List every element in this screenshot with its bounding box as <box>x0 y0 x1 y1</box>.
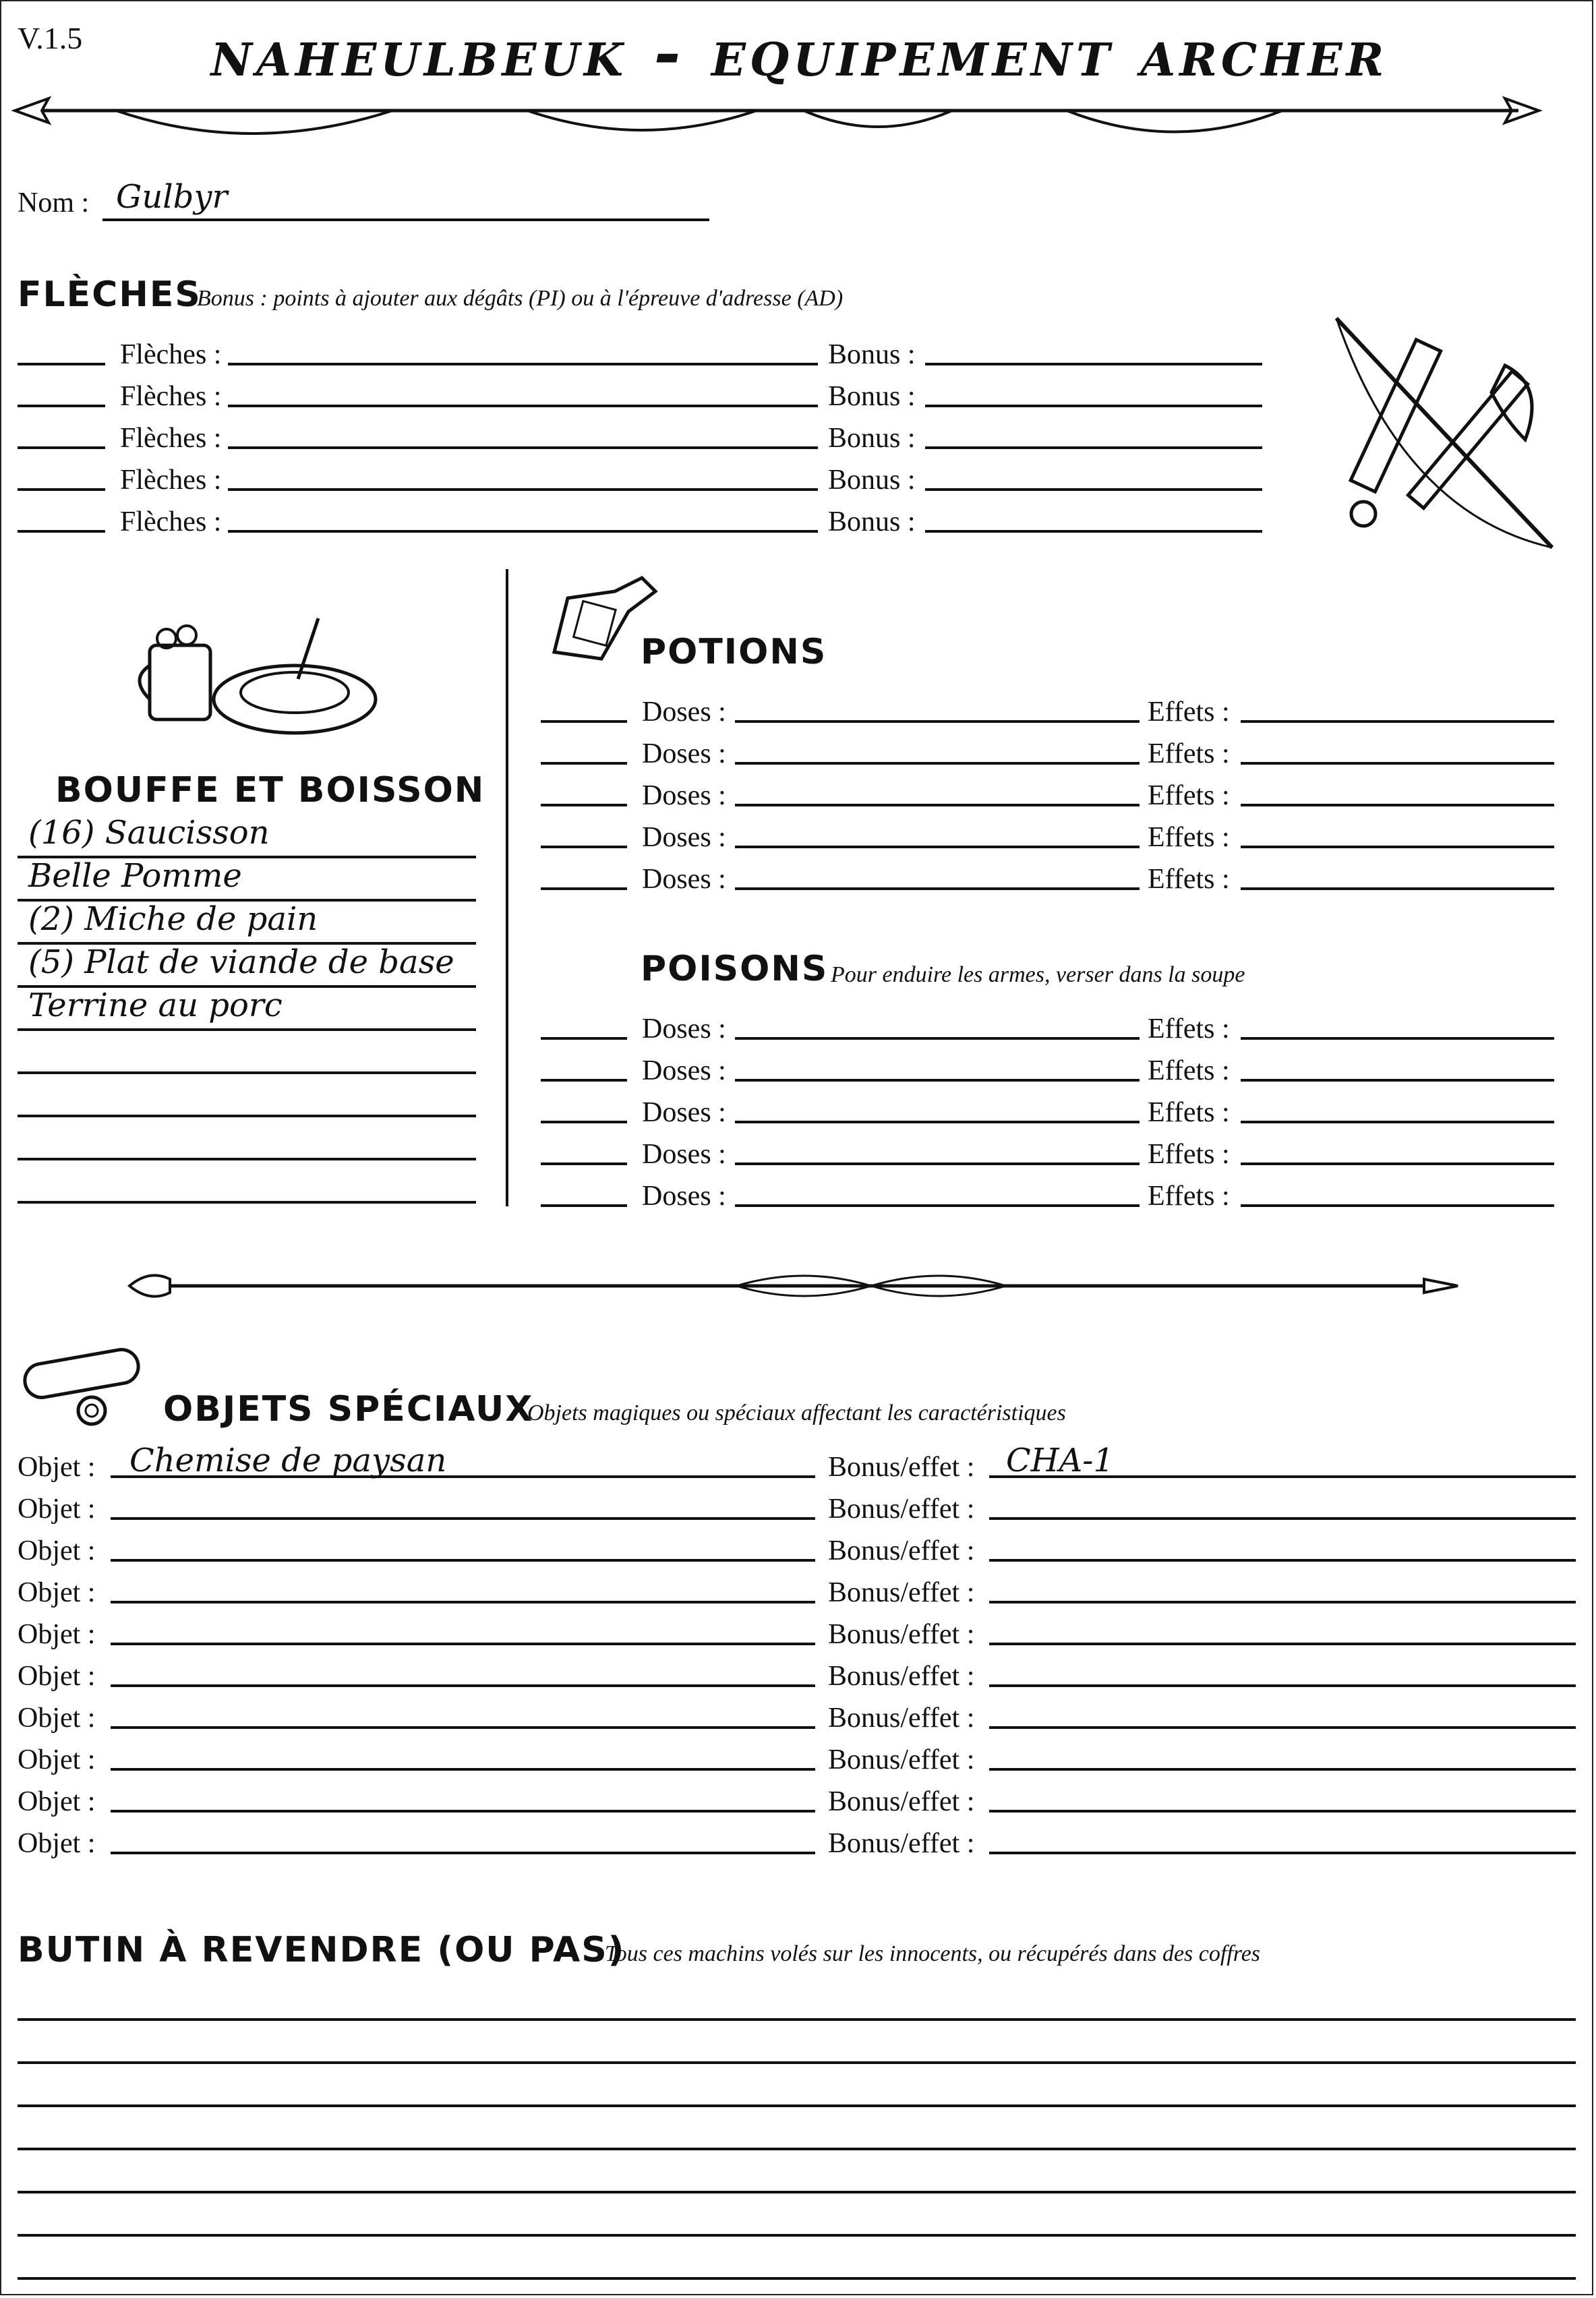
potions-effets-label: Effets : <box>1148 822 1230 853</box>
objet-bonus-line[interactable] <box>989 1643 1576 1645</box>
objet-bonus-value[interactable]: CHA-1 <box>1006 1442 1115 1479</box>
objet-bonus-label: Bonus/effet : <box>828 1494 975 1525</box>
fleches-bonus-line[interactable] <box>925 446 1262 449</box>
objet-bonus-line[interactable] <box>989 1475 1576 1478</box>
poisons-effets-line[interactable] <box>1241 1079 1554 1082</box>
poisons-doses-label: Doses : <box>642 1097 726 1128</box>
potions-doses-label: Doses : <box>642 822 726 853</box>
bouffe-item[interactable]: Terrine au porc <box>28 986 283 1024</box>
fleches-bonus-label: Bonus : <box>828 506 916 537</box>
objet-bonus-line[interactable] <box>989 1726 1576 1729</box>
objet-bonus-label: Bonus/effet : <box>828 1452 975 1483</box>
poisons-qty-line[interactable] <box>541 1162 627 1165</box>
objet-label: Objet : <box>18 1619 96 1650</box>
staff-divider-icon <box>129 1262 1465 1309</box>
objet-bonus-line[interactable] <box>989 1768 1576 1771</box>
poisons-doses-label: Doses : <box>642 1181 726 1212</box>
bouffe-line <box>18 1158 476 1160</box>
potions-effets-label: Effets : <box>1148 864 1230 895</box>
poisons-doses-line[interactable] <box>735 1121 1140 1123</box>
butin-subtitle: Tous ces machins volés sur les innocents, ou récupérés dans des coffres <box>605 1941 1261 1966</box>
objet-bonus-label: Bonus/effet : <box>828 1744 975 1775</box>
poisons-subtitle: Pour enduire les armes, verser dans la soupe <box>831 962 1245 987</box>
bow-sword-axe-icon <box>1323 312 1566 554</box>
poisons-doses-line[interactable] <box>735 1079 1140 1082</box>
fleches-line[interactable] <box>228 363 818 365</box>
objet-bonus-label: Bonus/effet : <box>828 1619 975 1650</box>
poisons-qty-line[interactable] <box>541 1037 627 1040</box>
fleches-label: Flèches : <box>120 465 222 496</box>
butin-line[interactable] <box>18 2191 1576 2193</box>
poisons-doses-line[interactable] <box>735 1162 1140 1165</box>
poisons-effets-label: Effets : <box>1148 1181 1230 1212</box>
butin-line[interactable] <box>18 2234 1576 2237</box>
version-label: V.1.5 <box>18 21 83 55</box>
scroll-ring-icon <box>18 1343 166 1431</box>
objet-bonus-line[interactable] <box>989 1852 1576 1854</box>
fleches-qty-line[interactable] <box>18 446 105 449</box>
objet-bonus-label: Bonus/effet : <box>828 1786 975 1817</box>
objet-bonus-line[interactable] <box>989 1517 1576 1520</box>
potions-doses-line[interactable] <box>735 720 1140 723</box>
bouffe-line <box>18 1115 476 1117</box>
poisons-doses-line[interactable] <box>735 1037 1140 1040</box>
poisons-effets-label: Effets : <box>1148 1055 1230 1086</box>
objet-line[interactable] <box>111 1768 815 1771</box>
objet-bonus-label: Bonus/effet : <box>828 1577 975 1608</box>
objet-line[interactable] <box>111 1601 815 1603</box>
fleches-line[interactable] <box>228 488 818 491</box>
fleches-heading: FLÈCHES <box>18 274 202 315</box>
objet-bonus-label: Bonus/effet : <box>828 1828 975 1859</box>
bouffe-line <box>18 1071 476 1074</box>
potions-qty-line[interactable] <box>541 804 627 806</box>
objet-line[interactable] <box>111 1643 815 1645</box>
fleches-qty-line[interactable] <box>18 363 105 365</box>
butin-line[interactable] <box>18 2104 1576 2107</box>
poisons-effets-line[interactable] <box>1241 1204 1554 1207</box>
potions-doses-label: Doses : <box>642 780 726 811</box>
fleches-bonus-label: Bonus : <box>828 339 916 370</box>
fleches-bonus-label: Bonus : <box>828 381 916 412</box>
potions-doses-label: Doses : <box>642 738 726 769</box>
fleches-line[interactable] <box>228 530 818 533</box>
objet-bonus-line[interactable] <box>989 1601 1576 1603</box>
potions-qty-line[interactable] <box>541 762 627 765</box>
bouffe-item[interactable]: (2) Miche de pain <box>28 900 318 938</box>
fleches-label: Flèches : <box>120 506 222 537</box>
poisons-effets-line[interactable] <box>1241 1121 1554 1123</box>
objet-bonus-line[interactable] <box>989 1810 1576 1813</box>
objet-label: Objet : <box>18 1828 96 1859</box>
nom-underline <box>102 218 709 221</box>
poisons-doses-label: Doses : <box>642 1055 726 1086</box>
objet-line[interactable] <box>111 1810 815 1813</box>
objet-label: Objet : <box>18 1494 96 1525</box>
fleches-bonus-line[interactable] <box>925 405 1262 407</box>
fleches-subtitle: Bonus : points à ajouter aux dégâts (PI) ou à l'épreuve d'adresse (AD) <box>197 286 844 311</box>
poisons-effets-label: Effets : <box>1148 1139 1230 1170</box>
potions-doses-line[interactable] <box>735 846 1140 848</box>
fleches-line[interactable] <box>228 446 818 449</box>
fleches-bonus-line[interactable] <box>925 530 1262 533</box>
objet-line[interactable] <box>111 1559 815 1562</box>
potions-effets-label: Effets : <box>1148 780 1230 811</box>
fleches-qty-line[interactable] <box>18 488 105 491</box>
bouffe-item[interactable]: (16) Saucisson <box>28 814 270 852</box>
objet-line[interactable] <box>111 1475 815 1478</box>
arrow-divider-icon <box>15 89 1539 150</box>
objet-bonus-label: Bonus/effet : <box>828 1703 975 1734</box>
objet-value[interactable]: Chemise de paysan <box>129 1442 447 1479</box>
bouffe-line <box>18 1201 476 1204</box>
objet-line[interactable] <box>111 1852 815 1854</box>
potions-effets-line[interactable] <box>1241 846 1554 848</box>
fleches-label: Flèches : <box>120 339 222 370</box>
poisons-qty-line[interactable] <box>541 1121 627 1123</box>
fleches-qty-line[interactable] <box>18 405 105 407</box>
objet-line[interactable] <box>111 1726 815 1729</box>
potions-doses-line[interactable] <box>735 804 1140 806</box>
butin-heading: BUTIN À REVENDRE (OU PAS) <box>18 1930 626 1970</box>
objet-label: Objet : <box>18 1661 96 1692</box>
poisons-qty-line[interactable] <box>541 1079 627 1082</box>
butin-line[interactable] <box>18 2018 1576 2021</box>
poisons-qty-line[interactable] <box>541 1204 627 1207</box>
fleches-bonus-label: Bonus : <box>828 465 916 496</box>
food-drink-icon <box>136 605 379 740</box>
objet-bonus-line[interactable] <box>989 1559 1576 1562</box>
objet-label: Objet : <box>18 1577 96 1608</box>
potions-effets-label: Effets : <box>1148 738 1230 769</box>
objet-line[interactable] <box>111 1684 815 1687</box>
nom-label: Nom : <box>18 187 90 218</box>
fleches-label: Flèches : <box>120 381 222 412</box>
objet-label: Objet : <box>18 1452 96 1483</box>
fleches-line[interactable] <box>228 405 818 407</box>
potions-qty-line[interactable] <box>541 846 627 848</box>
potions-effets-line[interactable] <box>1241 887 1554 890</box>
fleches-bonus-line[interactable] <box>925 488 1262 491</box>
poisons-effets-label: Effets : <box>1148 1097 1230 1128</box>
fleches-bonus-label: Bonus : <box>828 423 916 454</box>
bouffe-line <box>18 1028 476 1031</box>
fleches-label: Flèches : <box>120 423 222 454</box>
poisons-heading: POISONS <box>641 949 829 989</box>
objet-label: Objet : <box>18 1744 96 1775</box>
poisons-effets-label: Effets : <box>1148 1013 1230 1044</box>
objet-bonus-label: Bonus/effet : <box>828 1535 975 1566</box>
butin-line[interactable] <box>18 2277 1576 2280</box>
objets-subtitle: Objets magiques ou spéciaux affectant les caractéristiques <box>527 1401 1066 1425</box>
butin-line[interactable] <box>18 2148 1576 2150</box>
poisons-doses-label: Doses : <box>642 1013 726 1044</box>
poisons-doses-label: Doses : <box>642 1139 726 1170</box>
bouffe-item[interactable]: (5) Plat de viande de base <box>28 943 454 981</box>
bouffe-item[interactable]: Belle Pomme <box>28 857 242 895</box>
potions-heading: POTIONS <box>641 632 827 672</box>
objet-bonus-line[interactable] <box>989 1684 1576 1687</box>
objets-heading: OBJETS SPÉCIAUX <box>163 1389 534 1430</box>
potions-qty-line[interactable] <box>541 720 627 723</box>
butin-line[interactable] <box>18 2061 1576 2064</box>
potions-qty-line[interactable] <box>541 887 627 890</box>
objet-line[interactable] <box>111 1517 815 1520</box>
poisons-effets-line[interactable] <box>1241 1037 1554 1040</box>
objet-label: Objet : <box>18 1786 96 1817</box>
objet-bonus-label: Bonus/effet : <box>828 1661 975 1692</box>
nom-value[interactable]: Gulbyr <box>116 178 228 216</box>
potions-effets-line[interactable] <box>1241 804 1554 806</box>
potions-doses-label: Doses : <box>642 864 726 895</box>
potions-doses-line[interactable] <box>735 762 1140 765</box>
potions-doses-line[interactable] <box>735 887 1140 890</box>
potions-effets-line[interactable] <box>1241 720 1554 723</box>
page-title: naheulbeuk - equipement archer <box>210 15 1388 91</box>
objet-label: Objet : <box>18 1535 96 1566</box>
poisons-effets-line[interactable] <box>1241 1162 1554 1165</box>
potions-doses-label: Doses : <box>642 697 726 728</box>
column-divider <box>506 569 508 1206</box>
poisons-doses-line[interactable] <box>735 1204 1140 1207</box>
bouffe-heading: BOUFFE ET BOISSON <box>55 770 485 811</box>
potions-effets-label: Effets : <box>1148 697 1230 728</box>
objet-label: Objet : <box>18 1703 96 1734</box>
fleches-qty-line[interactable] <box>18 530 105 533</box>
fleches-bonus-line[interactable] <box>925 363 1262 365</box>
potions-effets-line[interactable] <box>1241 762 1554 765</box>
